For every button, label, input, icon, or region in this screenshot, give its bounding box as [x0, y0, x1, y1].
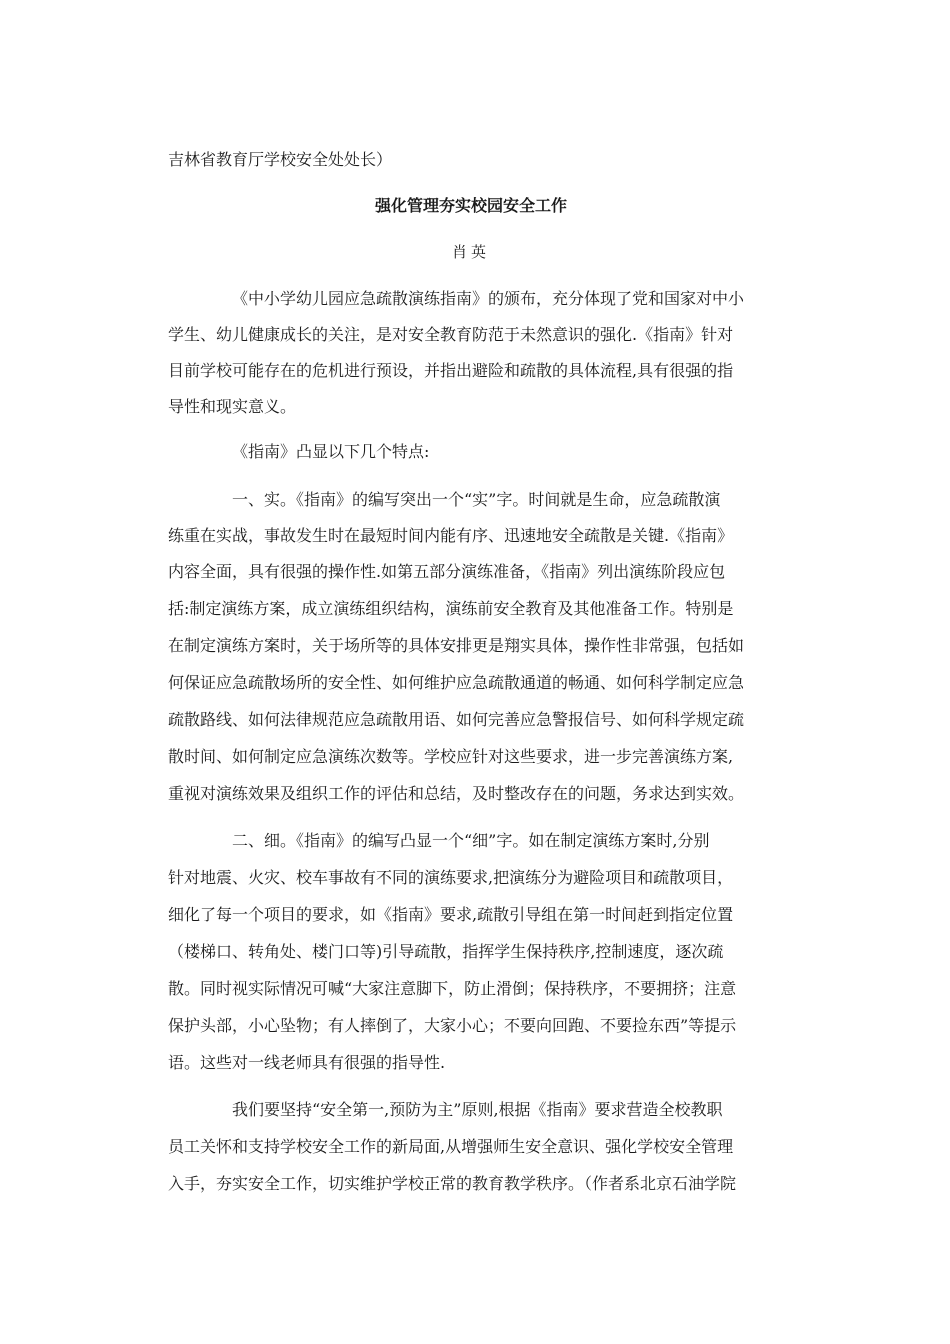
paragraph-5-line: 入手，夯实安全工作，切实维护学校正常的教育教学秩序。（作者系北京石油学院	[168, 1174, 737, 1193]
paragraph-3-line: 内容全面，具有很强的操作性.如第五部分演练准备，《指南》列出演练阶段应包	[168, 562, 726, 581]
paragraph-3-line: 括:制定演练方案，成立演练组织结构，演练前安全教育及其他准备工作。特别是	[168, 599, 734, 618]
paragraph-1-line: 学生、幼儿健康成长的关注，是对安全教育防范于未然意识的强化.《指南》针对	[168, 325, 734, 344]
paragraph-5-line: 我们要坚持“安全第一,预防为主”原则,根据《指南》要求营造全校教职	[232, 1100, 723, 1119]
article-author: 肖英	[451, 243, 490, 261]
paragraph-3-line: 在制定演练方案时，关于场所等的具体安排更是翔实具体，操作性非常强，包括如	[168, 636, 745, 655]
header-line: 吉林省教育厅学校安全处处长）	[168, 150, 393, 169]
paragraph-4-line: 二、细。《指南》的编写凸显一个“细”字。如在制定演练方案时,分别	[232, 831, 710, 850]
paragraph-4-line: 保护头部，小心坠物；有人摔倒了，大家小心；不要向回跑、不要捡东西”等提示	[168, 1016, 737, 1035]
article-title: 强化管理夯实校园安全工作	[374, 196, 567, 215]
paragraph-2-line: 《指南》凸显以下几个特点:	[232, 442, 430, 461]
paragraph-4-line: 细化了每一个项目的要求，如《指南》要求,疏散引导组在第一时间赶到指定位置	[168, 905, 734, 924]
paragraph-3-line: 一、实。《指南》的编写突出一个“实”字。时间就是生命，应急疏散演	[232, 490, 721, 509]
paragraph-3-line: 重视对演练效果及组织工作的评估和总结，及时整改存在的问题，务求达到实效。	[168, 784, 745, 803]
paragraph-1-line: 《中小学幼儿园应急疏散演练指南》的颁布，充分体现了党和国家对中小	[232, 289, 745, 308]
paragraph-1-line: 导性和现实意义。	[168, 397, 297, 416]
paragraph-4-line: 针对地震、火灾、校车事故有不同的演练要求,把演练分为避险项目和疏散项目，	[168, 868, 734, 887]
paragraph-3-line: 散时间、如何制定应急演练次数等。学校应针对这些要求，进一步完善演练方案,	[168, 747, 734, 766]
paragraph-3-line: 何保证应急疏散场所的安全性、如何维护应急疏散通道的畅通、如何科学制定应急	[168, 673, 745, 692]
paragraph-5-line: 员工关怀和支持学校安全工作的新局面,从增强师生安全意识、强化学校安全管理	[168, 1137, 734, 1156]
paragraph-3-line: 疏散路线、如何法律规范应急疏散用语、如何完善应急警报信号、如何科学规定疏	[168, 710, 745, 729]
paragraph-4-line: 语。这些对一线老师具有很强的指导性.	[168, 1053, 446, 1072]
paragraph-1-line: 目前学校可能存在的危机进行预设，并指出避险和疏散的具体流程,具有很强的指	[168, 361, 734, 380]
paragraph-4-line: 散。同时视实际情况可喊“大家注意脚下，防止滑倒；保持秩序，不要拥挤；注意	[168, 979, 737, 998]
paragraph-3-line: 练重在实战，事故发生时在最短时间内能有序、迅速地安全疏散是关键.《指南》	[168, 526, 734, 545]
paragraph-4-line: （楼梯口、转角处、楼门口等)引导疏散，指挥学生保持秩序,控制速度，逐次疏	[168, 942, 724, 961]
